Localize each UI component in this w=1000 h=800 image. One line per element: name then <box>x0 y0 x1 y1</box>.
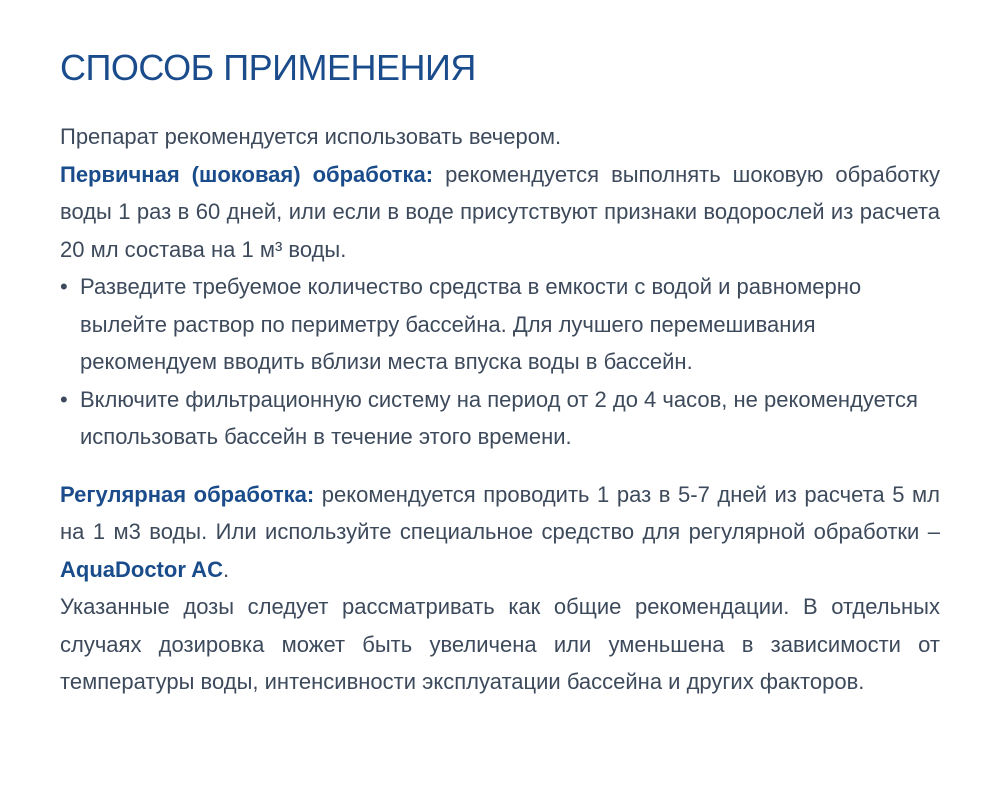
page-title: СПОСОБ ПРИМЕНЕНИЯ <box>60 47 476 88</box>
section-spacer <box>60 456 940 476</box>
list-item <box>60 381 940 456</box>
shock-treatment-heading: Первичная (шоковая) обработка: <box>60 161 434 187</box>
bullet-icon: • <box>60 274 68 299</box>
regular-treatment-text: рекомендуется проводить 1 раз в 5-7 дней из расчета 5 мл на 1 м3 воды. Или используйте специальное средство для регулярной обработки – <box>60 481 940 544</box>
product-name: AquaDoctor AC <box>60 556 223 582</box>
list-item-text: Разведите требуемое количество средства в емкости с водой и равномерно вылейте раствор по периметру бассейна. Для лучшего перемешивания рекомендуем вводить вблизи места впуска воды в бассейн. <box>80 274 862 374</box>
list-item-text: Включите фильтрационную систему на период от 2 до 4 часов, не рекомендуется использовать бассейн в течение этого времени. <box>80 386 918 449</box>
regular-treatment-heading: Регулярная обработка: <box>60 481 315 507</box>
bullet-icon: • <box>60 386 68 412</box>
shock-treatment-text: рекомендуется выполнять шоковую обработку воды 1 раз в 60 дней, или если в воде присутствуют признаки водорослей из расчета 20 мл состава на 1 м³ воды. <box>60 161 940 262</box>
shock-treatment-paragraph <box>60 156 940 269</box>
list-item <box>60 268 940 381</box>
intro-paragraph: Препарат рекомендуется использовать вечером. <box>60 124 562 149</box>
steps-list <box>60 268 940 456</box>
instructions-body <box>60 118 940 701</box>
dosage-note-paragraph: Указанные дозы следует рассматривать как общие рекомендации. В отдельных случаях дозировка может быть увеличена или уменьшена в зависимости от температуры воды, интенсивности эксплуатации бассейна и других факторов. <box>60 594 940 694</box>
regular-treatment-paragraph <box>60 476 940 589</box>
regular-treatment-end: . <box>222 556 230 582</box>
